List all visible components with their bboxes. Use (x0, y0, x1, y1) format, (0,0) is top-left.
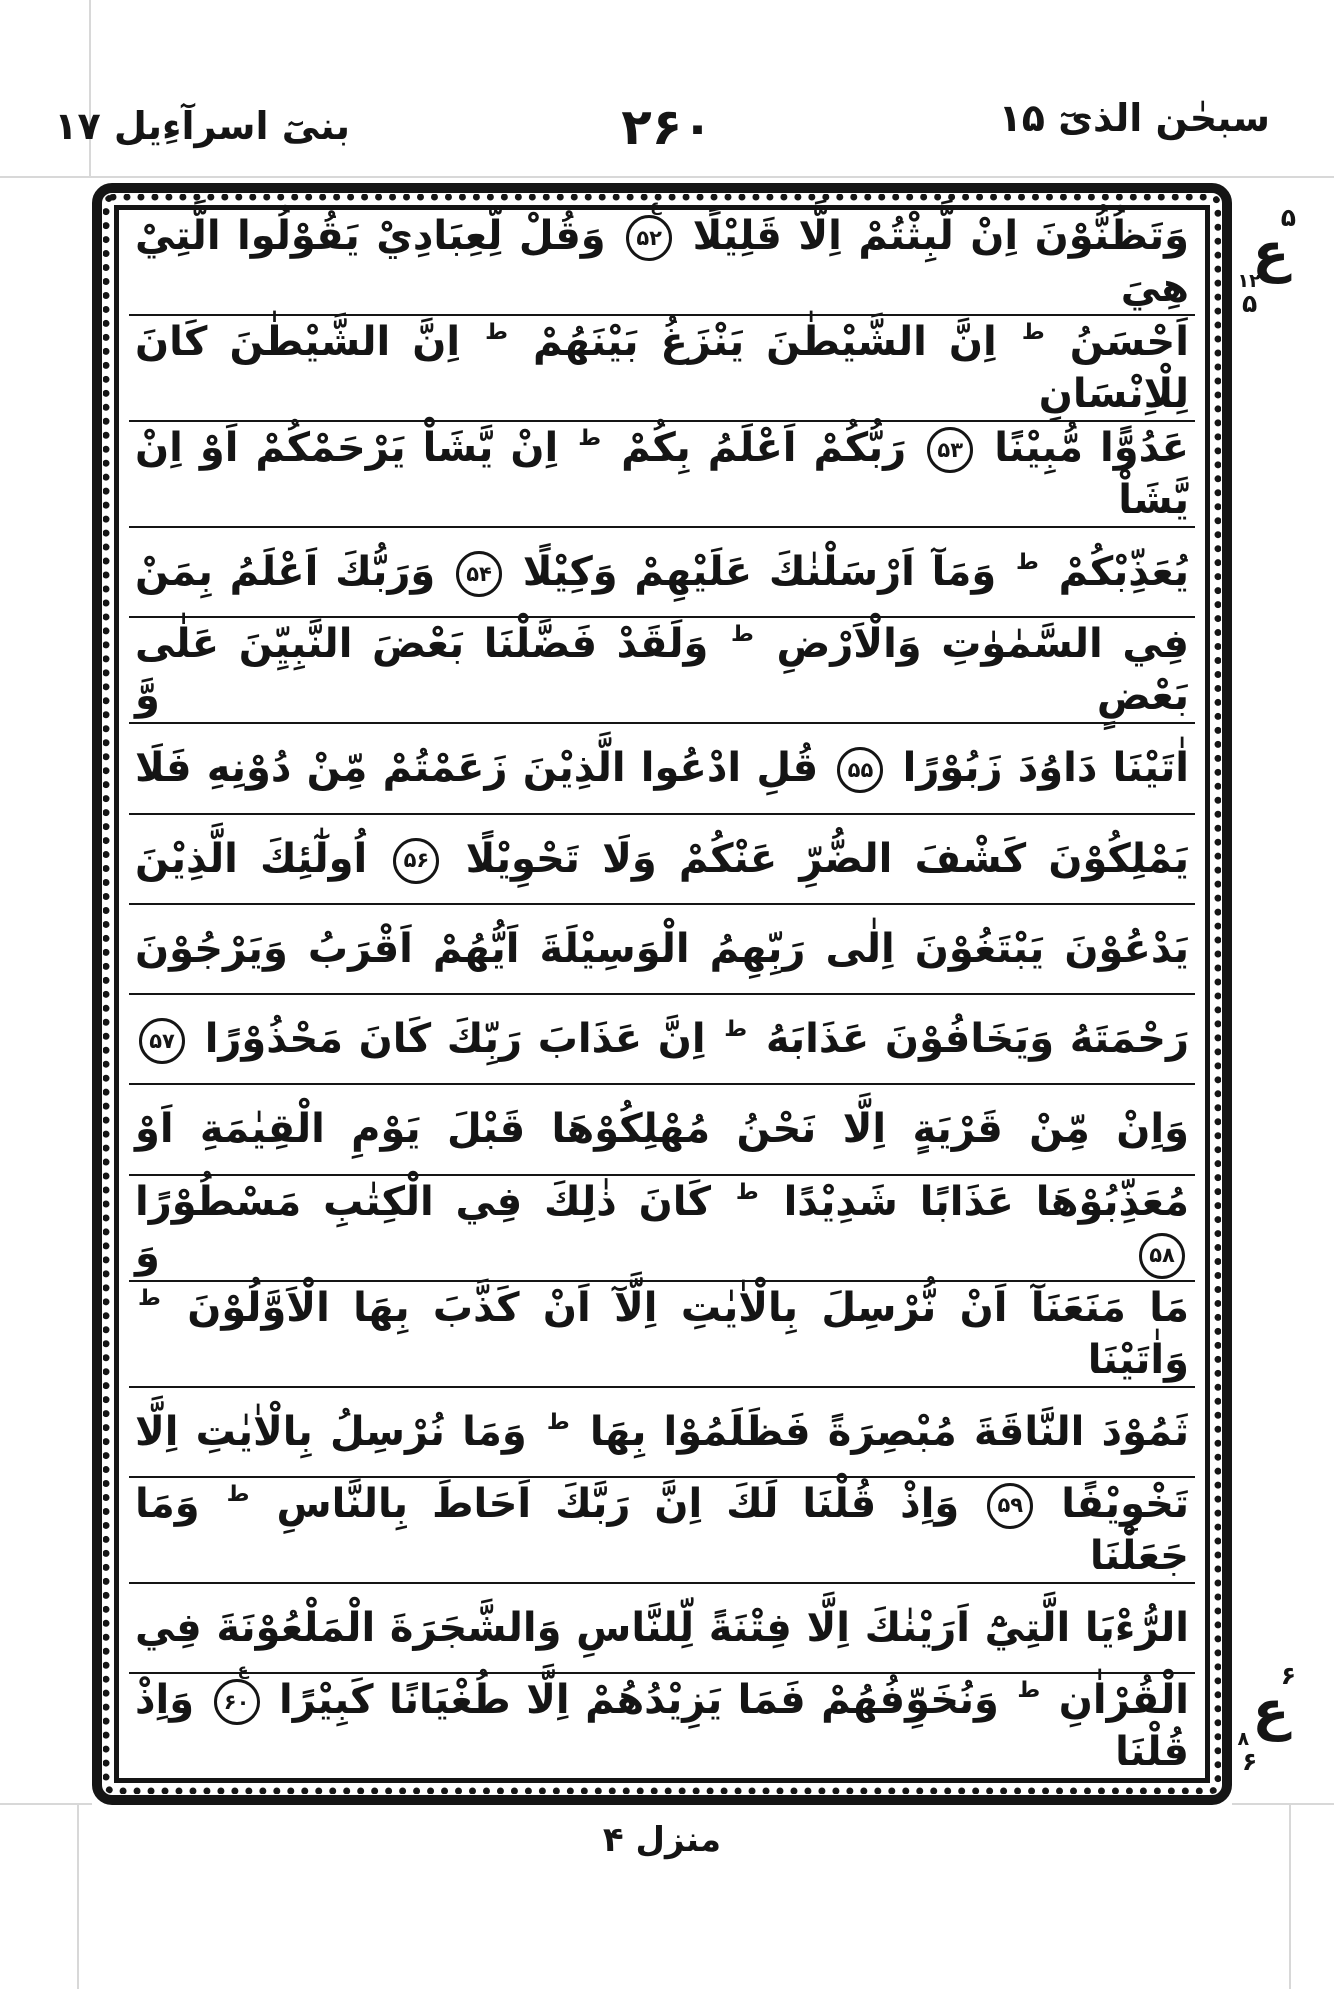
ain-glyph: ع ۱۲ (1237, 221, 1290, 292)
ayah-end-marker (987, 1483, 1033, 1529)
ayah-text: قُلِ ادْعُوا الَّذِيْنَ زَعَمْتُمْ مِّنْ دُوْنِهِ فَلَا (135, 745, 819, 792)
ayah-end-marker (837, 747, 883, 793)
ayah-text: اِنَّ الشَّيْطٰنَ يَنْزَغُ بَيْنَهُمْ (533, 319, 997, 365)
ayah-text: رَحْمَتَهُ وَيَخَافُوْنَ عَذَابَهُ (765, 1016, 1189, 1063)
quran-line-text: مَا مَنَعَنَآ اَنْ نُّرْسِلَ بِالْاٰيٰتِ اِلَّآ اَنْ كَذَّبَ بِهَا الْاَوَّلُوْنَ ط وَاٰتَيْنَا (138, 1284, 1189, 1383)
ayah-text: اِنَّ الشَّيْطٰنَ كَانَ لِلْاِنْسَانِ (135, 319, 1189, 417)
ayah-number: ۵۷ (149, 1028, 175, 1053)
juz-name-header: سبحٰن الذیٓ ۱۵ (998, 96, 1270, 140)
ayah-text: اَحْسَنُ (1069, 319, 1189, 365)
quran-line-row (129, 905, 1195, 995)
scan-artifact-line (0, 176, 1334, 178)
ruku-ayah-count: ۱۲ (1237, 270, 1261, 292)
quran-line-text (129, 923, 1195, 975)
page-number: ۲۶۰ (621, 98, 713, 156)
ayah-number: ۵۲ (636, 225, 662, 250)
quran-line-row (129, 815, 1195, 905)
ayah-text: الْقُرْاٰنِ (1058, 1677, 1189, 1723)
scan-artifact-line (1232, 1803, 1334, 1805)
quran-line-text (129, 1602, 1195, 1654)
ayah-text: وَرَبُّكَ اَعْلَمُ بِمَنْ (135, 549, 436, 596)
quran-line-text: مُعَذِّبُوْهَا عَذَابًا شَدِيْدًا ط كَانَ ذٰلِكَ فِي الْكِتٰبِ مَسْطُوْرًا ۵۸ وَ (135, 1178, 1189, 1277)
ayah-text: فِي السَّمٰوٰتِ وَالْاَرْضِ (776, 621, 1189, 668)
ayah-text: وَاِذْ قُلْنَا لَكَ اِنَّ رَبَّكَ اَحَاطَ بِالنَّاسِ (276, 1480, 960, 1527)
quran-line-row (129, 528, 1195, 618)
quran-line-text (129, 1103, 1195, 1155)
ayah-end-marker (927, 427, 973, 473)
quran-line-text (129, 742, 1195, 794)
ayah-text: مَا مَنَعَنَآ اَنْ نُّرْسِلَ بِالْاٰيٰتِ اِلَّآ اَنْ كَذَّبَ بِهَا الْاَوَّلُوْنَ (187, 1284, 1189, 1331)
quran-line-text: يُعَذِّبْكُمْ ط وَمَآ اَرْسَلْنٰكَ عَلَيْهِمْ وَكِيْلًا ۵۴ وَرَبُّكَ اَعْلَمُ بِمَنْ (135, 549, 1189, 596)
ayah-text: يُعَذِّبْكُمْ (1058, 549, 1189, 596)
quran-line-text: عَدُوًّا مُّبِيْنًا ۵۳ رَبُّكُمْ اَعْلَمُ بِكُمْ ط اِنْ يَّشَاْ يَرْحَمْكُمْ اَوْ اِنْ يَّشَاْ (135, 425, 1189, 523)
quran-line-row (129, 1584, 1195, 1674)
ayah-text: اُولٰٓئِكَ الَّذِيْنَ (135, 835, 368, 882)
ayah-text: وَ (135, 1230, 160, 1277)
ayah-number: ۵۹ (997, 1493, 1024, 1518)
quran-line-row (129, 1085, 1195, 1175)
ayah-end-marker (393, 838, 439, 884)
ayah-end-marker (214, 1660, 260, 1725)
ruku-count-number: ۶ (1280, 1661, 1296, 1690)
quran-line-row (129, 1282, 1195, 1388)
manzil-label: منزل ۴ (602, 1820, 722, 1860)
quran-line-text: فِي السَّمٰوٰتِ وَالْاَرْضِ ط وَلَقَدْ فَضَّلْنَا بَعْضَ النَّبِيِّنَ عَلٰى بَعْضٍ وَّ (135, 621, 1189, 720)
ayah-text: عَدُوًّا مُّبِيْنًا (994, 425, 1189, 471)
ayah-text: ثَمُوْدَ النَّاقَةَ مُبْصِرَةً فَظَلَمُوْا بِهَا (589, 1408, 1189, 1455)
quran-line-row (129, 422, 1195, 528)
ruku-ayah-count: ۸ (1237, 1728, 1250, 1750)
quran-text-block (119, 196, 1205, 1778)
ayah-text: يَدْعُوْنَ يَبْتَغُوْنَ اِلٰى رَبِّهِمُ الْوَسِيْلَةَ اَيُّهُمْ اَقْرَبُ وَيَرْجُوْنَ (135, 925, 1189, 972)
ruku-count-number: ۵ (1280, 203, 1296, 232)
ayah-text: اٰتَيْنَا دَاوُدَ زَبُوْرًا (902, 745, 1189, 792)
ayah-text: اِنَّ عَذَابَ رَبِّكَ كَانَ مَحْذُوْرًا (204, 1016, 706, 1063)
ayah-text: وَمَآ اَرْسَلْنٰكَ عَلَيْهِمْ وَكِيْلًا (522, 549, 997, 596)
ayah-text: وَمَا نُرْسِلُ بِالْاٰيٰتِ اِلَّا (135, 1408, 527, 1455)
ayah-text: وَنُخَوِّفُهُمْ فَمَا يَزِيْدُهُمْ اِلَّا طُغْيَانًا كَبِيْرًا (279, 1677, 999, 1723)
ruku-end-mark: ع (237, 1660, 249, 1679)
ruku-marker (1236, 203, 1306, 318)
quran-line-row (129, 1478, 1195, 1584)
page-border-frame (92, 183, 1232, 1805)
quran-line-row (129, 995, 1195, 1085)
border-inner-rule (114, 196, 1210, 1783)
ayah-text: الرُّءْيَا الَّتِيْٓ اَرَيْنٰكَ اِلَّا فِتْنَةً لِّلنَّاسِ وَالشَّجَرَةَ الْمَلْعُوْنَةَ فِي (135, 1604, 1189, 1651)
scan-artifact-line (89, 0, 91, 176)
quran-line-row (129, 1660, 1195, 1778)
quran-line-text: اَحْسَنُ ط اِنَّ الشَّيْطٰنَ يَنْزَغُ بَيْنَهُمْ ط اِنَّ الشَّيْطٰنَ كَانَ لِلْاِنْسَانِ (135, 319, 1189, 417)
ayah-end-marker (626, 196, 672, 261)
ayah-end-marker (1139, 1233, 1185, 1279)
ayah-text: مُعَذِّبُوْهَا عَذَابًا شَدِيْدًا (783, 1178, 1189, 1225)
ayah-text: كَانَ ذٰلِكَ فِي الْكِتٰبِ مَسْطُوْرًا (135, 1178, 712, 1225)
quran-line-row (129, 724, 1195, 814)
ayah-end-marker (139, 1018, 185, 1064)
ayah-text: وَلَقَدْ فَضَّلْنَا بَعْضَ النَّبِيِّنَ عَلٰى بَعْضٍ وَّ (135, 621, 1189, 720)
ruku-end-mark: ع (650, 196, 662, 215)
ayah-number: ۵۶ (403, 848, 430, 873)
quran-line-text (129, 196, 1195, 314)
ruku-juz-number: ۵ (1242, 289, 1258, 318)
ayah-number: ۵۳ (937, 437, 964, 462)
quran-line-row (129, 1388, 1195, 1478)
quran-line-text: ثَمُوْدَ النَّاقَةَ مُبْصِرَةً فَظَلَمُوْا بِهَا ط وَمَا نُرْسِلُ بِالْاٰيٰتِ اِلَّا (135, 1408, 1189, 1455)
ayah-number: ۶۰ (223, 1689, 250, 1714)
ayah-text: وَاٰتَيْنَا (1087, 1336, 1189, 1383)
ayah-text: اِنْ يَّشَاْ يَرْحَمْكُمْ اَوْ اِنْ يَّشَاْ (135, 425, 1189, 523)
ayah-number: ۵۵ (847, 757, 874, 782)
quran-line-row (129, 196, 1195, 316)
ayah-text: وَاِنْ مِّنْ قَرْيَةٍ اِلَّا نَحْنُ مُهْلِكُوْهَا قَبْلَ يَوْمِ الْقِيٰمَةِ اَوْ (135, 1106, 1189, 1153)
ayah-number: ۵۸ (1149, 1243, 1175, 1267)
quran-line-text: الْقُرْاٰنِ ط وَنُخَوِّفُهُمْ فَمَا يَزِيْدُهُمْ اِلَّا طُغْيَانًا كَبِيْرًا ع ۶۰ وَاِذْ قُلْنَا (135, 1660, 1189, 1775)
ayah-text: وَاِذْ قُلْنَا (135, 1677, 1189, 1775)
quran-line-text (129, 833, 1195, 885)
ayah-text: تَخْوِيْفًا (1061, 1480, 1189, 1527)
ayah-end-marker (456, 551, 502, 597)
ayah-text: وَتَظُنُّوْنَ اِنْ لَّبِثْتُمْ اِلَّا قَلِيْلًا (692, 213, 1189, 259)
surah-name-header: بنیٓ اسرآءِیل ۱۷ (54, 104, 350, 148)
quran-line-row (129, 618, 1195, 724)
ayah-text: يَمْلِكُوْنَ كَشْفَ الضُّرِّ عَنْكُمْ وَلَا تَحْوِيْلًا (465, 835, 1189, 882)
ruku-juz-number: ۶ (1242, 1747, 1258, 1776)
quran-line-row (129, 316, 1195, 422)
quran-line-text: رَحْمَتَهُ وَيَخَافُوْنَ عَذَابَهُ ط اِنَّ عَذَابَ رَبِّكَ كَانَ مَحْذُوْرًا ۵۷ (129, 1013, 1195, 1065)
ayah-text: وَمَا جَعَلْنَا (135, 1480, 1189, 1579)
quran-line-text: تَخْوِيْفًا ۵۹ وَاِذْ قُلْنَا لَكَ اِنَّ رَبَّكَ اَحَاطَ بِالنَّاسِ ط وَمَا جَعَلْنَا (135, 1480, 1189, 1579)
quran-line-row (129, 1176, 1195, 1282)
ayah-text: رَبُّكُمْ اَعْلَمُ بِكُمْ (621, 425, 907, 471)
ruku-marker (1236, 1661, 1306, 1776)
ain-glyph: ع ۸ (1237, 1679, 1290, 1750)
ayah-text: وَقُلْ لِّعِبَادِيْ يَقُوْلُوا الَّتِيْ هِيَ (135, 213, 1189, 311)
ayah-number: ۵۴ (466, 561, 492, 586)
